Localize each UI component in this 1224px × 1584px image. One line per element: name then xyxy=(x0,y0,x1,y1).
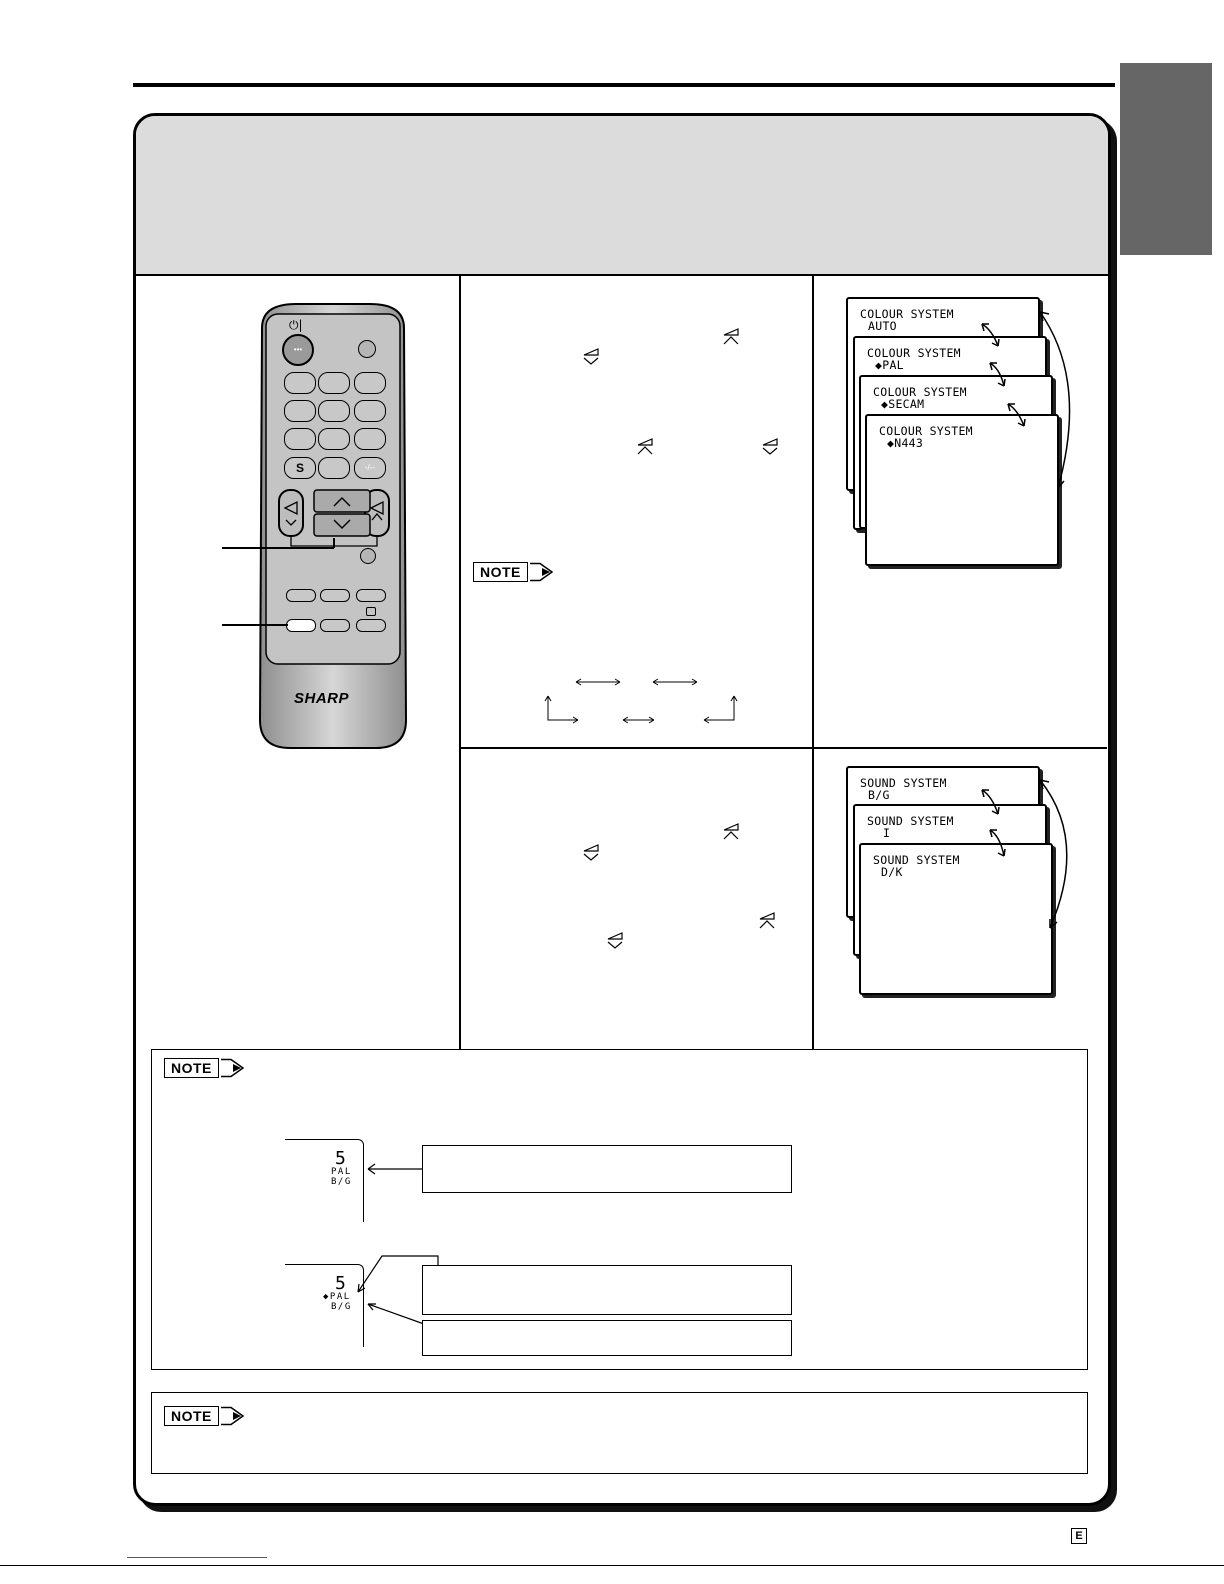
sound-cycle-arrows xyxy=(970,770,1080,940)
callout-arrow xyxy=(366,1161,426,1177)
screen-title: COLOUR SYSTEM xyxy=(879,424,973,438)
number-key-5[interactable] xyxy=(318,400,350,422)
bottom-link-rule xyxy=(127,1557,267,1558)
row-divider xyxy=(459,747,1107,749)
digit-key[interactable] xyxy=(354,457,386,479)
callout-line-cursor-v xyxy=(333,538,335,548)
round-button[interactable] xyxy=(358,340,376,358)
callout-box-2 xyxy=(422,1265,792,1315)
screen-value: I xyxy=(883,826,891,840)
power-icon: ⏻| xyxy=(289,318,303,332)
up-cursor-icon xyxy=(756,910,780,930)
down-cursor-icon xyxy=(604,930,628,950)
colour-cycle-arrows xyxy=(970,300,1080,500)
number-key-6[interactable] xyxy=(354,400,386,422)
screen-title: SOUND SYSTEM xyxy=(860,776,947,790)
callout-box-1 xyxy=(422,1145,792,1193)
bottom-rule xyxy=(0,1565,1224,1566)
screen-value: D/K xyxy=(881,865,903,879)
screen-title: SOUND SYSTEM xyxy=(867,814,954,828)
screen-title: COLOUR SYSTEM xyxy=(873,385,967,399)
number-key-7[interactable] xyxy=(284,428,316,450)
number-key-0[interactable] xyxy=(318,457,350,479)
timer-icon xyxy=(366,607,376,616)
screen-value: ◆PAL xyxy=(875,358,904,372)
channel-sound: B/G xyxy=(331,1177,352,1187)
function-key-5[interactable] xyxy=(320,619,350,632)
number-key-8[interactable] xyxy=(318,428,350,450)
number-key-1[interactable] xyxy=(284,372,316,394)
flashback-key[interactable] xyxy=(284,457,316,479)
note-arrow-icon xyxy=(530,562,556,582)
screen-value: B/G xyxy=(868,788,890,802)
remote-control xyxy=(256,300,410,752)
screen-value: ◆SECAM xyxy=(881,397,925,411)
down-cursor-icon xyxy=(759,436,783,456)
note-arrow-icon xyxy=(221,1406,247,1426)
note-arrow-icon xyxy=(221,1058,247,1078)
up-cursor-icon xyxy=(720,821,744,841)
down-cursor-icon xyxy=(580,346,604,366)
flashback-label: S xyxy=(295,461,304,475)
column-divider-2 xyxy=(812,274,814,1049)
channel-number: 5 xyxy=(335,1148,346,1169)
brand-logo: SHARP xyxy=(294,690,350,707)
mute-button[interactable] xyxy=(360,548,376,564)
screen-value: AUTO xyxy=(868,319,897,333)
note-box-2 xyxy=(151,1392,1088,1474)
up-cursor-icon xyxy=(720,326,744,346)
side-tab xyxy=(1120,63,1212,255)
number-key-2[interactable] xyxy=(318,372,350,394)
callout-box-3 xyxy=(422,1320,792,1356)
display-button-label: ••• xyxy=(293,345,303,354)
channel-colour: ◆PAL xyxy=(323,1292,351,1302)
up-cursor-icon xyxy=(634,436,658,456)
callout-line-menu xyxy=(222,624,288,626)
number-key-9[interactable] xyxy=(354,428,386,450)
header-panel xyxy=(136,116,1108,276)
menu-key[interactable] xyxy=(286,619,316,632)
column-divider-1 xyxy=(459,274,461,1049)
screen-title: COLOUR SYSTEM xyxy=(860,307,954,321)
number-key-4[interactable] xyxy=(284,400,316,422)
function-key-1[interactable] xyxy=(286,589,316,602)
channel-sound: B/G xyxy=(331,1302,352,1312)
function-key-6[interactable] xyxy=(356,619,386,632)
channel-number: 5 xyxy=(335,1273,346,1294)
channel-colour: PAL xyxy=(331,1167,352,1177)
footer-language-badge: E xyxy=(1071,1528,1087,1544)
power-button[interactable] xyxy=(282,334,314,366)
screen-title: COLOUR SYSTEM xyxy=(867,346,961,360)
digit-key-label: -/-- xyxy=(364,463,376,472)
number-key-3[interactable] xyxy=(354,372,386,394)
cycle-diagram xyxy=(538,670,748,730)
screen-value: ◆N443 xyxy=(887,436,924,450)
function-key-2[interactable] xyxy=(320,589,350,602)
header-rule xyxy=(133,83,1115,87)
channel-display-1 xyxy=(285,1139,364,1222)
down-cursor-icon xyxy=(580,842,604,862)
callout-line-cursor xyxy=(222,547,334,549)
screen-title: SOUND SYSTEM xyxy=(873,853,960,867)
function-key-3[interactable] xyxy=(356,589,386,602)
